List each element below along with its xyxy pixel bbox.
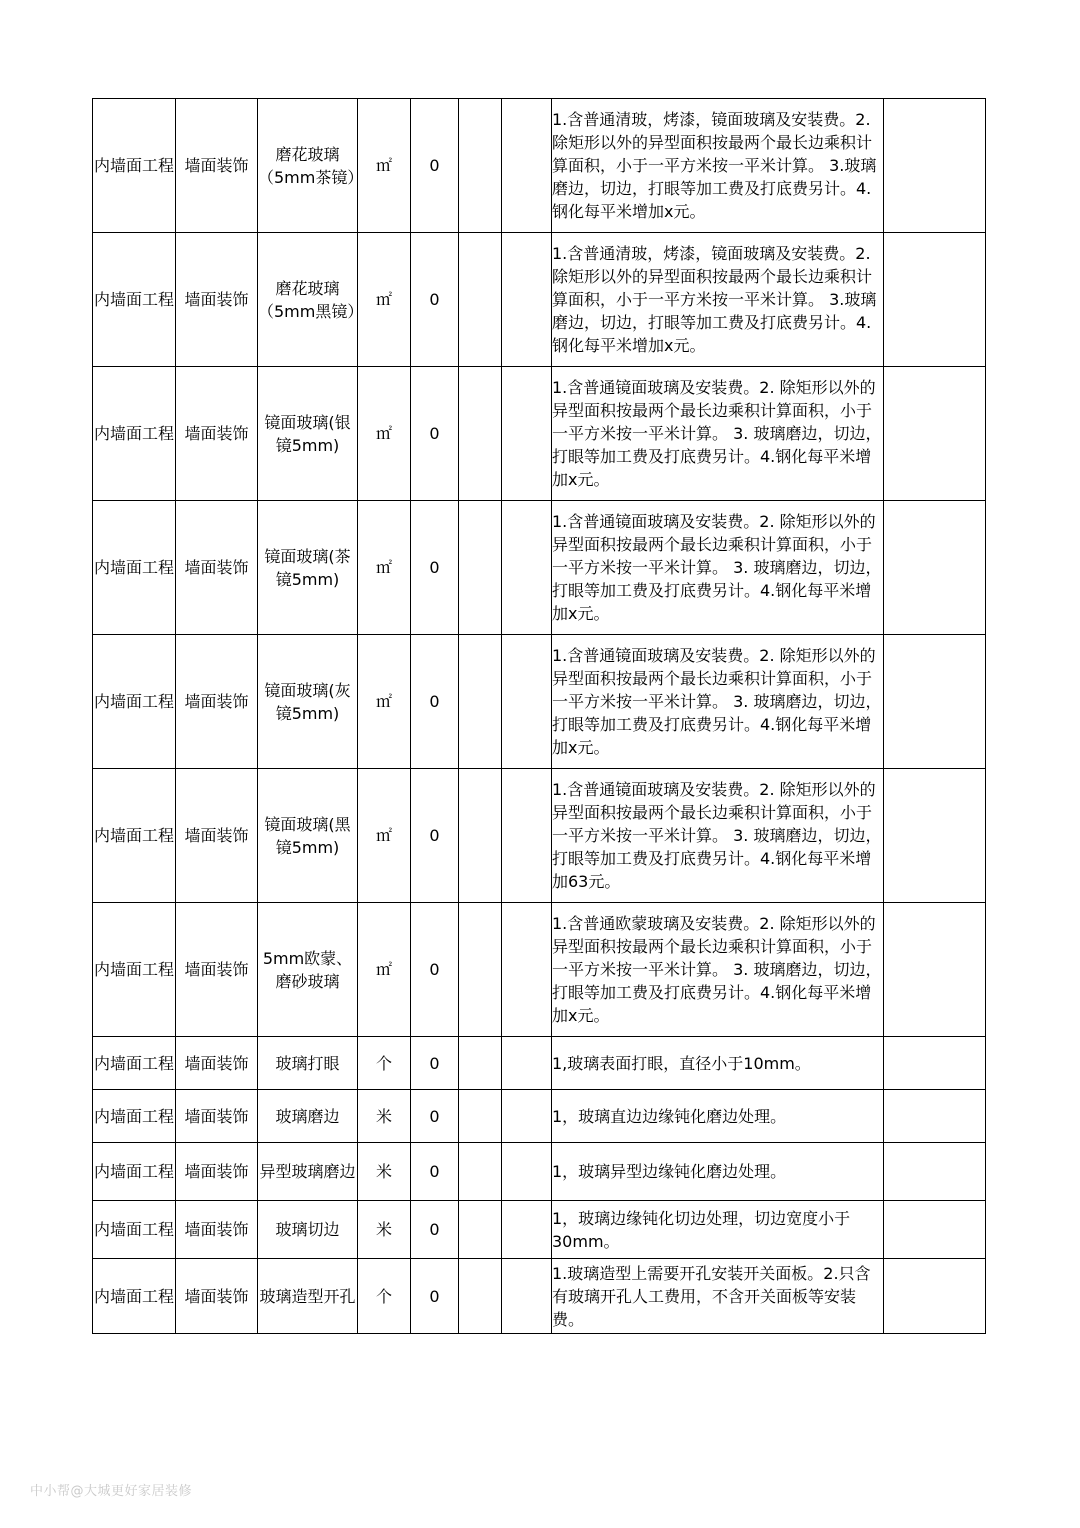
table-row	[93, 903, 986, 1037]
row-empty-cell	[502, 501, 552, 635]
table-row	[93, 769, 986, 903]
table-row	[93, 1037, 986, 1090]
row-remarks-cell	[884, 635, 986, 769]
row-remarks-cell	[884, 903, 986, 1037]
row-quantity: 0	[411, 501, 459, 635]
row-empty-cell	[502, 1259, 552, 1334]
row-quantity: 0	[411, 367, 459, 501]
row-category: 内墙面工程	[93, 903, 176, 1037]
row-empty-cell	[502, 769, 552, 903]
row-unit: ㎡	[358, 903, 411, 1037]
row-empty-cell	[459, 233, 502, 367]
row-empty-cell	[459, 635, 502, 769]
row-item-name: 异型玻璃磨边	[258, 1143, 358, 1201]
row-description: 1.含普通镜面玻璃及安装费。2. 除矩形以外的异型面积按最两个最长边乘积计算面积，小于一平方米按一平米计算。 3. 玻璃磨边，切边，打眼等加工费及打底费另计。4.钢化每平米增加63元。	[552, 769, 884, 903]
row-item-name: 玻璃磨边	[258, 1090, 358, 1143]
row-description: 1.含普通镜面玻璃及安装费。2. 除矩形以外的异型面积按最两个最长边乘积计算面积，小于一平方米按一平米计算。 3. 玻璃磨边，切边，打眼等加工费及打底费另计。4.钢化每平米增加x元。	[552, 635, 884, 769]
row-subcategory: 墙面装饰	[176, 903, 258, 1037]
row-remarks-cell	[884, 1143, 986, 1201]
row-quantity: 0	[411, 1143, 459, 1201]
row-unit: 个	[358, 1037, 411, 1090]
row-subcategory: 墙面装饰	[176, 635, 258, 769]
row-description: 1.玻璃造型上需要开孔安装开关面板。2.只含有玻璃开孔人工费用，不含开关面板等安装费。	[552, 1259, 884, 1334]
row-category: 内墙面工程	[93, 367, 176, 501]
row-quantity: 0	[411, 1090, 459, 1143]
row-remarks-cell	[884, 1037, 986, 1090]
row-quantity: 0	[411, 1037, 459, 1090]
row-empty-cell	[502, 99, 552, 233]
row-remarks-cell	[884, 367, 986, 501]
row-empty-cell	[459, 367, 502, 501]
row-empty-cell	[459, 99, 502, 233]
row-unit: ㎡	[358, 367, 411, 501]
table-body	[93, 99, 986, 1334]
row-item-name: 镜面玻璃(银镜5mm)	[258, 367, 358, 501]
row-quantity: 0	[411, 1201, 459, 1259]
row-item-name: 5mm欧蒙、磨砂玻璃	[258, 903, 358, 1037]
row-unit: 米	[358, 1201, 411, 1259]
row-subcategory: 墙面装饰	[176, 1259, 258, 1334]
table-row	[93, 501, 986, 635]
row-empty-cell	[459, 903, 502, 1037]
row-category: 内墙面工程	[93, 501, 176, 635]
row-subcategory: 墙面装饰	[176, 1143, 258, 1201]
row-remarks-cell	[884, 1201, 986, 1259]
row-category: 内墙面工程	[93, 769, 176, 903]
row-remarks-cell	[884, 233, 986, 367]
table-row	[93, 1201, 986, 1259]
row-unit: 米	[358, 1143, 411, 1201]
row-remarks-cell	[884, 769, 986, 903]
row-empty-cell	[459, 1090, 502, 1143]
table-row	[93, 1259, 986, 1334]
row-empty-cell	[502, 635, 552, 769]
row-quantity: 0	[411, 635, 459, 769]
row-item-name: 镜面玻璃(黑镜5mm)	[258, 769, 358, 903]
row-subcategory: 墙面装饰	[176, 501, 258, 635]
table-row	[93, 233, 986, 367]
row-empty-cell	[459, 1201, 502, 1259]
row-empty-cell	[459, 501, 502, 635]
row-item-name: 磨花玻璃（5mm茶镜）	[258, 99, 358, 233]
row-remarks-cell	[884, 501, 986, 635]
row-category: 内墙面工程	[93, 233, 176, 367]
row-subcategory: 墙面装饰	[176, 99, 258, 233]
row-unit: ㎡	[358, 635, 411, 769]
row-subcategory: 墙面装饰	[176, 233, 258, 367]
row-unit: ㎡	[358, 233, 411, 367]
row-description: 1.含普通镜面玻璃及安装费。2. 除矩形以外的异型面积按最两个最长边乘积计算面积，小于一平方米按一平米计算。 3. 玻璃磨边，切边，打眼等加工费及打底费另计。4.钢化每平米增加x元。	[552, 501, 884, 635]
row-empty-cell	[502, 1037, 552, 1090]
table-row	[93, 635, 986, 769]
row-category: 内墙面工程	[93, 635, 176, 769]
row-category: 内墙面工程	[93, 99, 176, 233]
row-remarks-cell	[884, 99, 986, 233]
row-remarks-cell	[884, 1090, 986, 1143]
row-category: 内墙面工程	[93, 1143, 176, 1201]
row-quantity: 0	[411, 903, 459, 1037]
row-description: 1，玻璃异型边缘钝化磨边处理。	[552, 1143, 884, 1201]
row-subcategory: 墙面装饰	[176, 1037, 258, 1090]
row-empty-cell	[459, 1259, 502, 1334]
watermark: 中小帮@大城更好家居装修	[30, 1484, 193, 1499]
row-unit: ㎡	[358, 501, 411, 635]
row-empty-cell	[502, 903, 552, 1037]
row-description: 1.含普通欧蒙玻璃及安装费。2. 除矩形以外的异型面积按最两个最长边乘积计算面积，小于一平方米按一平米计算。 3. 玻璃磨边，切边，打眼等加工费及打底费另计。4.钢化每平米增加x元。	[552, 903, 884, 1037]
row-empty-cell	[502, 1201, 552, 1259]
row-remarks-cell	[884, 1259, 986, 1334]
row-category: 内墙面工程	[93, 1201, 176, 1259]
row-category: 内墙面工程	[93, 1037, 176, 1090]
row-empty-cell	[459, 769, 502, 903]
row-empty-cell	[459, 1143, 502, 1201]
table-row	[93, 367, 986, 501]
row-quantity: 0	[411, 233, 459, 367]
row-empty-cell	[502, 1143, 552, 1201]
row-item-name: 玻璃切边	[258, 1201, 358, 1259]
row-unit: 个	[358, 1259, 411, 1334]
row-empty-cell	[459, 1037, 502, 1090]
row-item-name: 镜面玻璃(茶镜5mm)	[258, 501, 358, 635]
row-subcategory: 墙面装饰	[176, 1201, 258, 1259]
row-unit: 米	[358, 1090, 411, 1143]
row-subcategory: 墙面装饰	[176, 769, 258, 903]
row-description: 1.含普通镜面玻璃及安装费。2. 除矩形以外的异型面积按最两个最长边乘积计算面积，小于一平方米按一平米计算。 3. 玻璃磨边，切边，打眼等加工费及打底费另计。4.钢化每平米增加x元。	[552, 367, 884, 501]
row-item-name: 磨花玻璃（5mm黑镜）	[258, 233, 358, 367]
row-description: 1，玻璃边缘钝化切边处理，切边宽度小于30mm。	[552, 1201, 884, 1259]
row-unit: ㎡	[358, 769, 411, 903]
row-unit: ㎡	[358, 99, 411, 233]
quote-table	[92, 98, 986, 1334]
row-description: 1.含普通清玻，烤漆，镜面玻璃及安装费。2.除矩形以外的异型面积按最两个最长边乘积计算面积，小于一平方米按一平米计算。 3.玻璃磨边，切边，打眼等加工费及打底费另计。4.钢化每平米增加x元。	[552, 99, 884, 233]
row-quantity: 0	[411, 769, 459, 903]
row-subcategory: 墙面装饰	[176, 367, 258, 501]
row-empty-cell	[502, 1090, 552, 1143]
row-description: 1.含普通清玻，烤漆，镜面玻璃及安装费。2.除矩形以外的异型面积按最两个最长边乘积计算面积，小于一平方米按一平米计算。 3.玻璃磨边，切边，打眼等加工费及打底费另计。4.钢化每平米增加x元。	[552, 233, 884, 367]
row-subcategory: 墙面装饰	[176, 1090, 258, 1143]
row-description: 1，玻璃直边边缘钝化磨边处理。	[552, 1090, 884, 1143]
row-quantity: 0	[411, 99, 459, 233]
row-item-name: 玻璃打眼	[258, 1037, 358, 1090]
table-row	[93, 1143, 986, 1201]
row-quantity: 0	[411, 1259, 459, 1334]
table-row	[93, 1090, 986, 1143]
table-row	[93, 99, 986, 233]
row-empty-cell	[502, 233, 552, 367]
row-item-name: 玻璃造型开孔	[258, 1259, 358, 1334]
row-description: 1,玻璃表面打眼，直径小于10mm。	[552, 1037, 884, 1090]
row-category: 内墙面工程	[93, 1090, 176, 1143]
row-category: 内墙面工程	[93, 1259, 176, 1334]
row-empty-cell	[502, 367, 552, 501]
row-item-name: 镜面玻璃(灰镜5mm)	[258, 635, 358, 769]
